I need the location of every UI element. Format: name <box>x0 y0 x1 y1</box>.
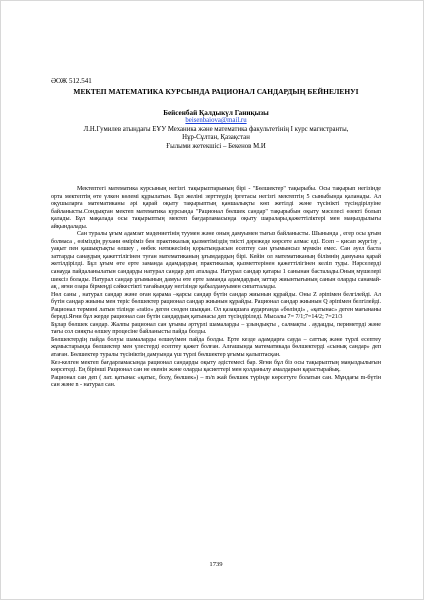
article-body <box>51 186 381 390</box>
author-name: Бейсенбай Қалдыкүл Ганиқызы <box>163 109 269 117</box>
body-paragraph: Сан туралы ұғым адамзат мәдениетінің туумен және оның дамуымен тығыз байланысты. Шынында , егер осы ұғым болмаса , өзіміздің рухани өміріміз бен практикалық қызметіміздің тиісті дәрежеде көрсете алмас еді. Есеп – қисап жүргізу , уақыт пен қашықтықты өлшеу , өнбек нәтижесінің қорытындысын есептеу сан ұғымынсыз мүмкін емес. Сан әуел баста заттарды санаудың қажеттілігінен туған математиканың ұғымдардың бірі. Кейін ол математиканың білімнің дамуына қарай жетілдірілді. Бұл ұғым өте ерте заманда адамдардың практикалық қызметтерінен қажеттілігінен келіп туды. Нәрселерді санауда пайдаланылатын сандарды натурал сандар деп аталады. Натурал сандар қатары 1 санынан басталады.Оның мүшелері шексіз болады. Натурал сандар ұғымының дамуы өте ерте заманда адамдардың заттар жиынтығының санын оларды санамай-ақ , яғни озара бірмеңді сәйкестікті тағайындау негізінде қабылдануымен сипатталады. <box>51 231 381 291</box>
author-affiliation: Л.Н.Гумилев атындағы ЕҰУ Механика және математика факультетінің I курс магистранты, <box>83 125 349 133</box>
body-paragraph: Кез-келген мектеп бағдарламасында рационал сандарды оқыту әдістемесі бар. Яғни бұл біз осы тақырыптың маңыздылығын көрсетеді. Ең бірінші Рационал сан не екенін және оларды қасиеттері мен қолданылу амалдарын қарастырайық. <box>51 359 381 374</box>
body-paragraph: Рационал сан деп ( лат. қатынас «қатыс, болу, бөлшек») – m/n жай бөлшек түрінде көрсетуге болатын сан. Мұндағы m-бүтін сан және n - натурал сан. <box>51 374 381 389</box>
author-email-link[interactable]: beisenbaiova@mail.ru <box>185 117 247 125</box>
body-paragraph: Нөл саны , натурал сандар және оған қарама –қарсы сандар бүтін сандар жиынын құрайды. Оны Z әріпімен белгілейді. Ал бүтін сандар жиыны мен теріс бөлшектер рационал сандар жиынын құрайды. Рационал сандар жиынын Q әріпімен белгілейді. Рационал термині латын тілінде «ratio» деген сөзден шыққан. Ол қазақшаға аударғанда «бөлінді» , «қатынас» деген мағынаны береді.Яғни бұл жерде рационал сан бүтін сандардың қатынасы деп түсіндіріледі. Мысалы 7= 7/1;7=14/2; 7=21/3 <box>51 291 381 321</box>
author-block <box>51 109 381 151</box>
body-paragraph: Бөлшектердің пайда болуы шамаларды өлшеуімен пайда болды. Ерте кезде адамдарға сауда – саттық және түрлі есептеу жұмыстарында бөлшектер мен үлестерді есептеу қажет болған. Алғашында математикада бөлшектерді «сынық сандар» деп атаған. Бөлшектер туралы түсініктің дамуында үш түрлі бөлшектер ұғымы қалыптасқан. <box>51 336 381 359</box>
page-number: 1739 <box>209 561 223 568</box>
body-paragraph: Бұлар бөлшек сандар. Жалпы рационал сан ұғымы әртүрлі шамаларды – ұзындықты , салмақты . аудацды, периметрді және тағы сол сияқты өлшеу процесіне байланысты пайда болды. <box>51 321 381 336</box>
udc-code: ӘОЖ 512.541 <box>51 77 92 85</box>
author-supervisor: Ғылыми жетекшісі – Бекенов М.И <box>166 142 266 150</box>
article-title: МЕКТЕП МАТЕМАТИКА КУРСЫНДА РАЦИОНАЛ САНДАРДЫҢ БЕЙНЕЛЕНУІ <box>73 87 359 96</box>
author-city: Нұр-Сұлтан, Қазақстан <box>182 134 250 142</box>
body-paragraph: Мектептегі математика курсының негізгі тақырыптарының бірі - "Бөлшектер" тақырыбы. Осы тақырып негізінде орта мектептің өте үлкен көлемі құрылатын. Бұл желіні зерттеудің іргетасы негізгі мектептің 5 сыныбында қаланады. Ал оқушыларға математиканы әрі қарай оқыту тақырыптың қаншалықты көп жетілді және түсінікті түсіндірілуіне байланысты.Сондықтан мектеп математика курсында "Рационал бөлшек сандар" тақырыбын оқыту мәселесі өзекті болып қалады. Бұл мақалада осы тақырыптың мектеп бағдарламасында оқыту шаралары,қажеттіліктері мен маңыздылығы айқындалады. <box>51 186 381 230</box>
